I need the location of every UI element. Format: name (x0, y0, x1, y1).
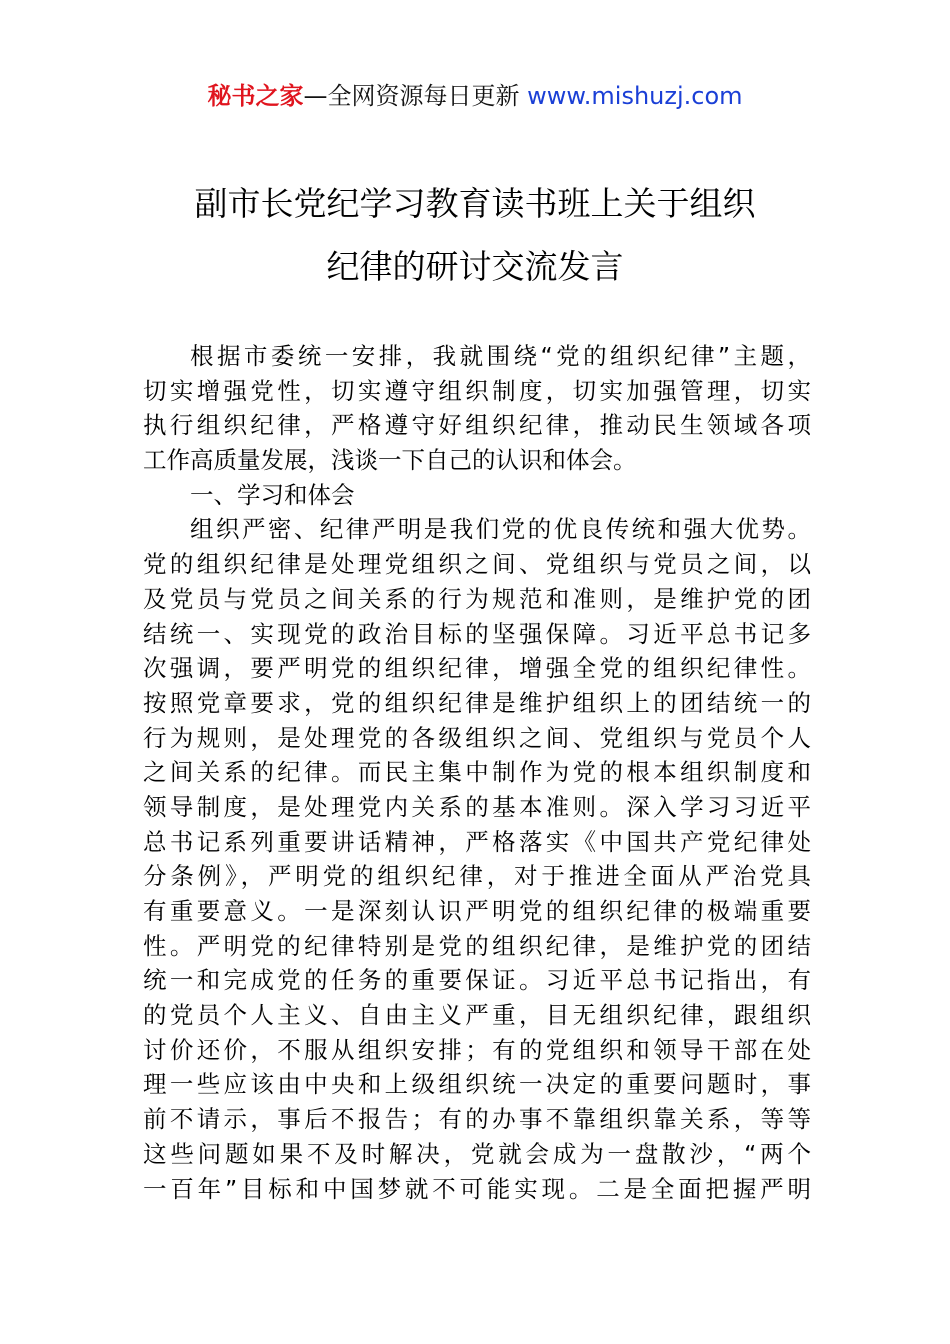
document-title (120, 172, 830, 298)
paragraph-line: 组织严密、纪律严明是我们党的优良传统和强大优势。 (190, 515, 811, 544)
paragraph-line: 之间关系的纪律。而民主集中制作为党的根本组织制度和 (143, 758, 811, 787)
title-line: 纪律的研讨交流发言 (326, 247, 624, 286)
document-body (143, 339, 811, 1206)
site-tagline: —全网资源每日更新 (303, 82, 528, 110)
paragraph-line: 工作高质量发展，浅谈一下自己的认识和体会。 (143, 446, 637, 475)
paragraph-line: 一百年”目标和中国梦就不可能实现。二是全面把握严明 (143, 1174, 811, 1203)
title-line: 副市长党纪学习教育读书班上关于组织 (194, 184, 756, 223)
paragraph-line: 及党员与党员之间关系的行为规范和准则，是维护党的团 (143, 584, 811, 613)
site-name: 秘书之家 (207, 82, 304, 110)
site-url-link[interactable]: www.mishuzj.com (527, 82, 743, 110)
paragraph-line: 理一些应该由中央和上级组织统一决定的重要问题时，事 (143, 1070, 811, 1099)
paragraph-line: 切实增强党性，切实遵守组织制度，切实加强管理，切实 (143, 376, 811, 405)
paragraph-line: 行为规则，是处理党的各级组织之间、党组织与党员个人 (143, 723, 811, 752)
paragraph-line: 领导制度，是处理党内关系的基本准则。深入学习习近平 (143, 792, 811, 821)
paragraph-line: 前不请示，事后不报告；有的办事不靠组织靠关系，等等 (143, 1105, 811, 1134)
paragraph-line: 有重要意义。一是深刻认识严明党的组织纪律的极端重要 (143, 897, 811, 925)
section-heading: 一、学习和体会 (190, 480, 355, 509)
paragraph-line: 分条例》，严明党的组织纪律，对于推进全面从严治党具 (143, 862, 811, 891)
paragraph-line: 根据市委统一安排，我就围绕“党的组织纪律”主题， (190, 342, 811, 370)
paragraph-line: 这些问题如果不及时解决，党就会成为一盘散沙，“两个 (143, 1139, 811, 1168)
paragraph-line: 党的组织纪律是处理党组织之间、党组织与党员之间，以 (143, 550, 811, 579)
paragraph-line: 按照党章要求，党的组织纪律是维护组织上的团结统一的 (143, 688, 811, 717)
paragraph-line: 的党员个人主义、自由主义严重，目无组织纪律，跟组织 (143, 1001, 811, 1030)
paragraph-line: 次强调，要严明党的组织纪律，增强全党的组织纪律性。 (143, 654, 811, 683)
paragraph-line: 统一和完成党的任务的重要保证。习近平总书记指出，有 (143, 966, 811, 995)
paragraph-line: 性。严明党的纪律特别是党的组织纪律，是维护党的团结 (143, 931, 811, 960)
site-header (0, 78, 950, 114)
paragraph-line: 总书记系列重要讲话精神，严格落实《中国共产党纪律处 (143, 827, 811, 856)
paragraph-line: 讨价还价，不服从组织安排；有的党组织和领导干部在处 (143, 1035, 811, 1064)
paragraph-line: 执行组织纪律，严格遵守好组织纪律，推动民生领域各项 (143, 411, 811, 440)
paragraph-line: 结统一、实现党的政治目标的坚强保障。习近平总书记多 (143, 619, 811, 648)
